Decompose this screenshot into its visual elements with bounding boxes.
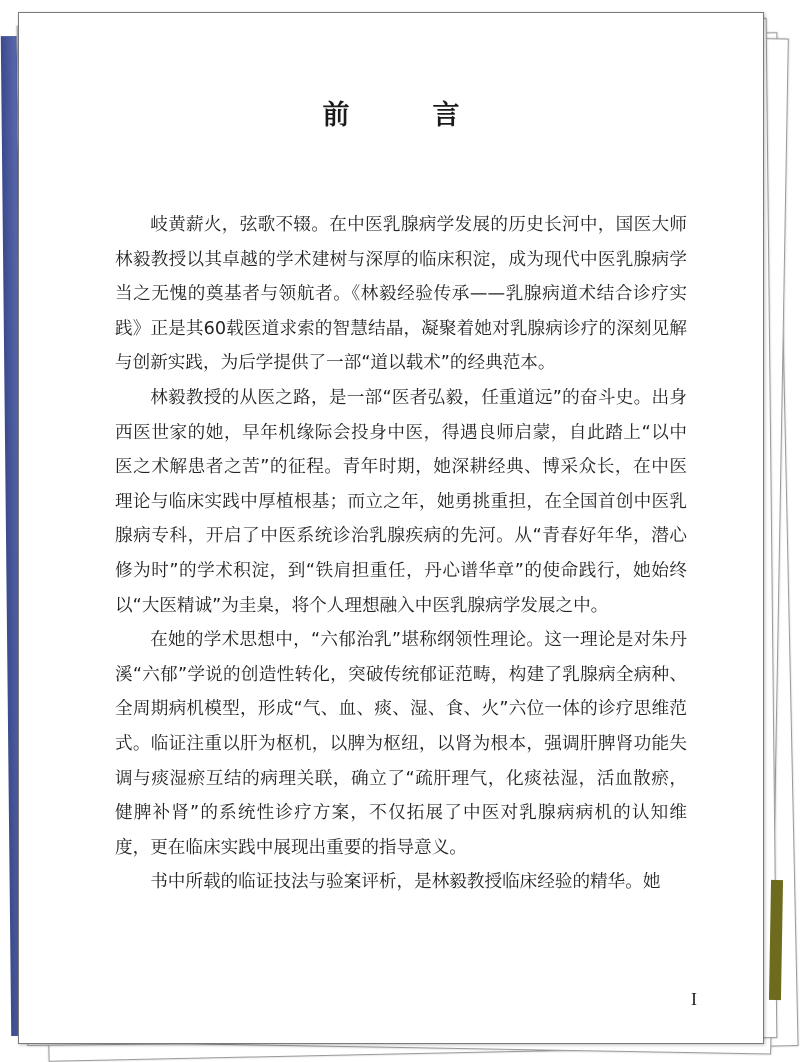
page-number: I xyxy=(691,989,697,1009)
paragraph: 岐黄薪火，弦歌不辍。在中医乳腺病学发展的历史长河中，国医大师林毅教授以其卓越的学术建树与深厚的临床积淀，成为现代中医乳腺病学当之无愧的奠基者与领航者。《林毅经验传承——乳腺病道术结合诊疗实践》正是其60载医道求索的智慧结晶，凝聚着她对乳腺病诊疗的深刻见解与创新实践，为后学提供了一部“道以载术”的经典范本。 xyxy=(115,215,687,374)
document-page xyxy=(18,12,764,1044)
paragraph: 书中所载的临证技法与验案评析，是林毅教授临床经验的精华。她 xyxy=(150,872,661,893)
page-title: 前 言 xyxy=(322,100,488,131)
book-edge-olive xyxy=(769,880,783,1000)
paragraph: 林毅教授的从医之路，是一部“医者弘毅，任重道远”的奋斗史。出身西医世家的她，早年机缘际会投身中医，得遇良师启蒙，自此踏上“以中医之术解患者之苦”的征程。青年时期，她深耕经典、博采众长，在中医理论与临床实践中厚植根基；而立之年，她勇挑重担，在全国首创中医乳腺病专科，开启了中医系统诊治乳腺疾病的先河。从“青春好年华，潜心修为时”的学术积淀，到“铁肩担重任，丹心谱华章”的使命践行，她始终以“大医精诚”为圭臬，将个人理想融入中医乳腺病学发展之中。 xyxy=(115,387,687,616)
paragraph: 在她的学术思想中，“六郁治乳”堪称纲领性理论。这一理论是对朱丹溪“六郁”学说的创造性转化，突破传统郁证范畴，构建了乳腺病全病种、全周期病机模型，形成“气、血、痰、湿、食、火”六位一体的诊疗思维范式。临证注重以肝为枢机，以脾为枢纽，以肾为根本，强调肝脾肾功能失调与痰湿瘀互结的病理关联，确立了“疏肝理气，化痰祛湿，活血散瘀，健脾补肾”的系统性诊疗方案，不仅拓展了中医对乳腺病病机的认知维度，更在临床实践中展现出重要的指导意义。 xyxy=(115,630,687,858)
body-text xyxy=(115,208,687,900)
